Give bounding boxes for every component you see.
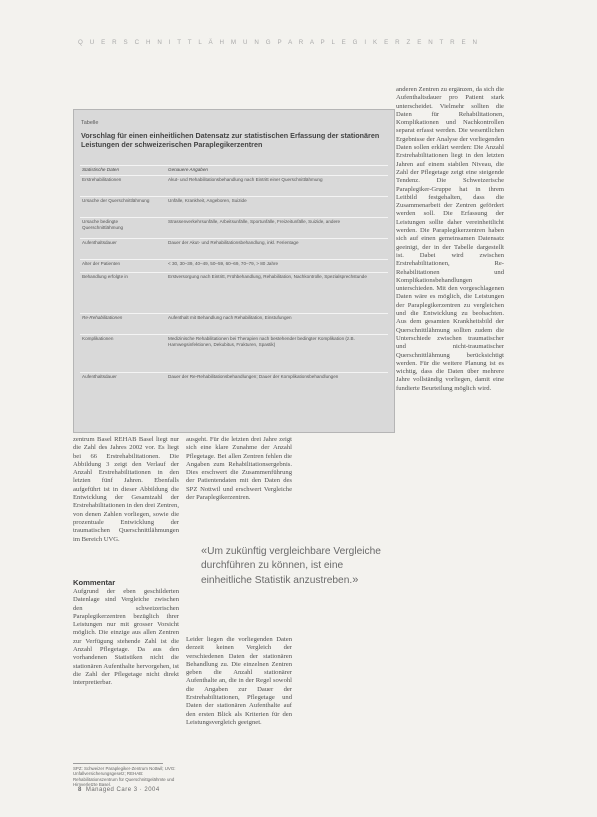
body-column-right (396, 86, 504, 394)
table-cell: Behandlung erfolgte in (82, 274, 128, 279)
table-header-cell: Statistische Daten (82, 167, 120, 172)
data-table (73, 109, 395, 433)
table-row (80, 217, 388, 237)
table-label: Tabelle (81, 120, 99, 126)
body-column-middle (186, 436, 292, 503)
table-row (80, 259, 388, 271)
table-row (80, 313, 388, 333)
table-row (80, 175, 388, 195)
table-row (80, 196, 388, 216)
pull-quote-text: Um zukünftig vergleichbare Vergleiche durchführen zu können, ist eine einheitliche Statistik anzustreben. (201, 546, 381, 586)
table-row (80, 334, 388, 371)
footnote-divider (73, 763, 163, 764)
table-cell: Re-Rehabilitationen (82, 315, 123, 320)
table-cell: Ursache bedingte Querschnittlähmung (82, 219, 124, 231)
table-title: Vorschlag für einen einheitlichen Datensatz zur statistischen Erfassung der stationären Leistungen der schweizerischen Paraplegikerzentren (81, 131, 380, 150)
pull-quote (201, 544, 391, 588)
table-cell: Akut- und Rehabilitationsbehandlung nach Eintritt einer Querschnittlähmung (168, 177, 323, 182)
page-footer (78, 787, 160, 793)
page-number: 8 (78, 787, 82, 793)
table-cell: Strassenverkehrsunfälle, Arbeitsunfälle, Sportunfälle, Freizeitunfälle, Suizide, andere (168, 219, 341, 224)
table-row (80, 372, 388, 396)
body-column-left-lower (73, 588, 179, 689)
table-row (80, 272, 388, 312)
table-cell: Komplikationen (82, 336, 114, 341)
table-cell: Aufenthaltsdauer (82, 240, 117, 245)
table-cell: Unfälle, Krankheit, Angeboren, Suizide (168, 198, 247, 203)
footnote: SPZ: Schweizer Paraplegiker-Zentrum Nottwil; UVG: Unfallversicherungsgesetz; REHAB: Rehabilitationszentrum für Querschnittgelähmte und Hirnverletzte Basel. (73, 766, 176, 788)
table-cell: Erstrehabilitationen (82, 177, 122, 182)
quote-open-icon: « (201, 545, 208, 557)
journal-name: Managed Care 3 · 2004 (85, 787, 160, 793)
table-header-row (80, 165, 388, 174)
paragraph: zentrum Basel REHAB Basel liegt nur die Zahl des Jahres 2002 vor. Es liegt bei 66 Erstrehabilitationen. Die Abbildung 3 zeigt den Verlauf der Anzahl Erstrehabilitationen in den letzten fünf Jahren. Ebenfalls aufgeführt ist in dieser Abbildung die Entwicklung der Gesamtzahl der Erstrehabilitationen in den drei Zentren, von denen Zahlen vorliegen, sowie die prozentuale Entwicklung der traumatischen Querschnittlähmungen im Bereich UVG. (73, 436, 179, 543)
table-cell: < 30, 30–39, 40–49, 50–59, 60–69, 70–79, > 80 Jahre (168, 261, 279, 266)
table-cell: Alter der Patienten (82, 261, 121, 266)
table-row (80, 238, 388, 258)
table-cell: Aufenthalt mit Behandlung nach Rehabilitation, Einstufungen (168, 315, 292, 320)
paragraph: Leider liegen die vorliegenden Daten derzeit keinen Vergleich der verschiedenen Daten der stationären Behandlung zu. Die einzelnen Zentren geben die Anzahl stationärer Aufenthalte an, die in der Regel sowohl die Angaben zur Dauer der Erstrehabilitationen, Pflegetage und Daten der stationären Aufenthalte auf den ersten Blick als Kriterien für den Leistungsvergleich geeignet. (186, 636, 292, 726)
table-cell: Dauer der Akut- und Rehabilitationsbehandlung, inkl. Ferientage (168, 240, 299, 245)
body-column-middle-lower (186, 636, 292, 728)
paragraph: Aufgrund der eben geschilderten Datenlage sind Vergleiche zwischen den schweizerischen Paraplegikerzentren bezüglich ihrer Leistungen nur mit grosser Vorsicht möglich. Die einzige aus allen Zentren zur Verfügung stehende Zahl ist die Anzahl Pflegetage. Da aus den vorhandenen Statistiken nicht die stationären Aufenthalte hervorgehen, ist die Zahl der Pflegetage nicht direkt interpretierbar. (73, 588, 179, 687)
quote-close-icon: » (352, 574, 359, 586)
table-cell: Aufenthaltsdauer (82, 374, 117, 379)
section-heading: Kommentar (73, 578, 116, 587)
table-header-cell: Genauere Angaben (168, 167, 208, 172)
table-cell: Erstversorgung nach Eintritt, Frühbehandlung, Rehabilitation, Nachkontrolle, Spezialsprechstunde (168, 274, 367, 279)
body-column-left (73, 436, 179, 545)
paragraph: ausgeht. Für die letzten drei Jahre zeigt sich eine klare Zunahme der Anzahl Pflegetage. Bei allen Zentren fehlen die Angaben zum Rehabilitationsergebnis. Dies erschwert die Zusammenführung der Patientendaten mit den Daten des SPZ Nottwil und erschwert Vergleiche der Paraplegikerzentren. (186, 436, 292, 502)
table-cell: Dauer der Re-Rehabilitationsbehandlungen; Dauer der Komplikationsbehandlungen (168, 374, 339, 379)
table-cell: Ursache der Querschnittlähmung (82, 198, 150, 203)
paragraph: anderen Zentren zu ergänzen, da sich die Aufenthaltsdauer pro Patient stark unterscheidet. Vielmehr sollten die Daten für Rehabilitationen, Komplikationen und Nachkontrollen separat erfasst werden. Die wesentlichen Ergebnisse der Analyse der vorliegenden Daten sollen erklärt werden: Die Anzahl Erstrehabilitationen liegt in den letzten Jahren auf einem stabilen Niveau, die Zahl der Pflegetage zeigt eine steigende Tendenz. Die Schweizerische Paraplegiker-Gruppe hat in ihrem Leitbild festgehalten, dass die Zusammenarbeit der Zentren gefördert werden soll. Die Erfassung der Leistungen sollte daher vereinheitlicht werden. Die Paraplegikerzentren haben sich auf einen gemeinsamen Datensatz geeinigt, der in der Tabelle dargestellt ist. Dabei wird zwischen Erstrehabilitationen, Re-Rehabilitationen und Komplikationsbehandlungen unterschieden. Mit den vorgeschlagenen Daten wäre es möglich, die Leistungen der Paraplegikerzentren zu vergleichen und die Entwicklung zu beobachten. Aus dem gesamten Krankheitsbild der Querschnittlähmung sollten zudem die Unterschiede zwischen traumatischer und nicht-traumatischer Querschnittlähmung berücksichtigt werden. Für die weitere Planung ist es wichtig, dass die Daten über mehrere Jahre vollständig vorliegen, damit eine fundierte Beurteilung möglich wird. (396, 86, 504, 392)
page-header: Q U E R S C H N I T T L Ä H M U N G P A R A P L E G I K E R Z E N T R E N (78, 39, 480, 46)
table-cell: Medizinische Rehabilitationen bei Therapien nach bestehender bedingter Komplikation (z.B. Harnwegsinfektionen, Dekubitus, Frakturen, Spastik) (168, 336, 355, 348)
